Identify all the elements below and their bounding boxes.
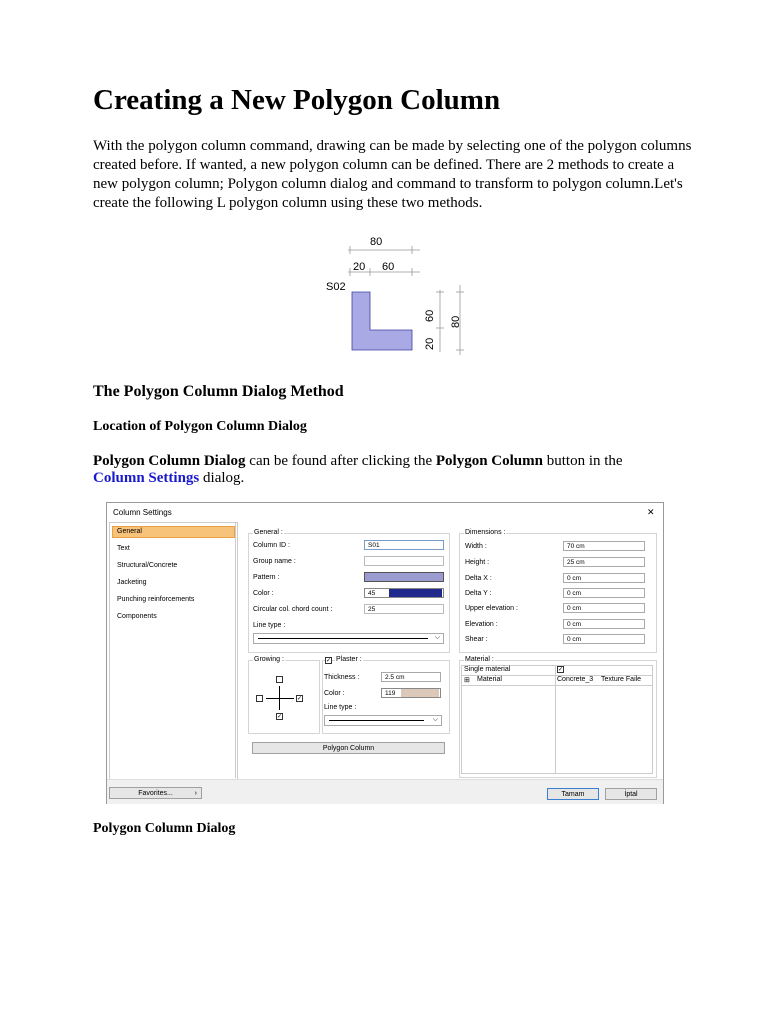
delta-y-label: Delta Y : [465, 590, 492, 597]
sidebar-item-punching[interactable]: Punching reinforcements [117, 596, 195, 603]
page-title: Creating a New Polygon Column [93, 84, 501, 116]
sidebar-item-general[interactable]: General [117, 528, 142, 535]
grow-top-checkbox[interactable] [276, 676, 283, 683]
dim-right-a: 60 [424, 309, 436, 322]
plaster-line-type-select[interactable] [324, 715, 442, 726]
column-id-input[interactable]: S01 [364, 540, 444, 550]
subheading: Location of Polygon Column Dialog [93, 419, 307, 434]
delta-x-input[interactable]: 0 cm [563, 573, 645, 583]
sidebar-item-structural[interactable]: Structural/Concrete [117, 562, 178, 569]
l-column-shape [352, 292, 412, 350]
chevron-down-icon: ⌵ [432, 716, 438, 723]
material-label: Material [477, 676, 502, 683]
color-swatch [389, 589, 442, 597]
material-expand-icon[interactable]: ⊞ [464, 677, 470, 684]
plaster-color-selector[interactable]: 119 [381, 688, 441, 698]
plaster-color-label: Color : [324, 690, 345, 697]
dim-top-a: 20 [353, 261, 366, 273]
intro-paragraph: With the polygon column command, drawing can be made by selecting one of the polygon columns created before. If wanted, a new polygon column can be defined. There are 2 methods to create a new polygon column; Polygon column dialog and command to transform to polygon column.Let's create the following L polygon column using these two methods. [93, 138, 692, 211]
group-name-input[interactable] [364, 556, 444, 566]
general-header: General : [254, 529, 283, 536]
width-label: Width : [465, 543, 487, 550]
plaster-label: Plaster : [336, 656, 362, 663]
texture-file[interactable]: Texture Faile [601, 676, 642, 683]
cancel-button[interactable]: İptal [605, 788, 657, 800]
sidebar-item-components[interactable]: Components [117, 613, 157, 620]
sidebar-item-text[interactable]: Text [117, 545, 130, 552]
line-type-label: Line type : [253, 622, 286, 629]
chevron-right-icon: › [194, 790, 197, 797]
group-name-label: Group name : [253, 558, 296, 565]
color-label: Color : [253, 590, 274, 597]
dim-right-total: 80 [450, 315, 462, 328]
polygon-column-button[interactable]: Polygon Column [252, 742, 445, 754]
single-material-label: Single material [464, 666, 511, 673]
grow-bottom-checkbox[interactable]: ✓ [277, 714, 283, 720]
plaster-color-swatch [401, 689, 439, 697]
section-heading: The Polygon Column Dialog Method [93, 383, 344, 400]
close-icon[interactable]: ✕ [647, 507, 655, 517]
plaster-checkbox[interactable]: ✓ [326, 658, 332, 664]
grow-right-checkbox[interactable]: ✓ [297, 696, 303, 702]
sidebar [109, 522, 238, 780]
location-paragraph: Polygon Column Dialog can be found after clicking the Polygon Column button in the Column Settings dialog. [93, 453, 623, 486]
shear-label: Shear : [465, 636, 488, 643]
elevation-input[interactable]: 0 cm [563, 619, 645, 629]
dimensions-header: Dimensions : [465, 529, 506, 536]
line-type-select[interactable] [253, 633, 444, 644]
favorites-button[interactable]: Favorites... › [109, 787, 202, 799]
single-material-checkbox[interactable]: ✓ [558, 667, 564, 673]
height-label: Height : [465, 559, 490, 566]
ok-button[interactable]: Tamam [547, 788, 599, 800]
height-input[interactable]: 25 cm [563, 557, 645, 567]
thickness-input[interactable]: 2.5 cm [381, 672, 441, 682]
column-settings-link[interactable]: Column Settings [93, 470, 200, 486]
chord-count-input[interactable]: 25 [364, 604, 444, 614]
pattern-label: Pattern : [253, 574, 280, 581]
figure-caption: Polygon Column Dialog [93, 821, 236, 836]
sidebar-item-jacketing[interactable]: Jacketing [117, 579, 147, 586]
delta-y-input[interactable]: 0 cm [563, 588, 645, 598]
upper-elevation-label: Upper elevation : [465, 605, 518, 612]
chevron-down-icon: ⌵ [434, 634, 440, 641]
column-id-label: Column ID : [253, 542, 290, 549]
dim-top-b: 60 [382, 261, 395, 273]
upper-elevation-input[interactable]: 0 cm [563, 603, 645, 613]
elevation-label: Elevation : [465, 621, 498, 628]
chord-count-label: Circular col. chord count : [253, 606, 333, 613]
l-column-figure [320, 230, 480, 360]
delta-x-label: Delta X : [465, 575, 492, 582]
dialog-title: Column Settings [113, 508, 172, 517]
grow-left-checkbox[interactable] [256, 695, 263, 702]
width-input[interactable]: 70 cm [563, 541, 645, 551]
plaster-line-type-label: Line type : [324, 704, 357, 711]
column-label: S02 [326, 281, 346, 293]
dim-right-b: 20 [424, 337, 436, 350]
material-header: Material : [465, 656, 494, 663]
growing-header: Growing : [254, 656, 284, 663]
pattern-selector[interactable] [364, 572, 444, 582]
dim-top-total: 80 [370, 236, 383, 248]
shear-input[interactable]: 0 cm [563, 634, 645, 644]
thickness-label: Thickness : [324, 674, 360, 681]
color-selector[interactable]: 45 [364, 588, 444, 598]
material-value[interactable]: Concrete_3 [557, 676, 594, 683]
column-settings-dialog [106, 502, 664, 804]
